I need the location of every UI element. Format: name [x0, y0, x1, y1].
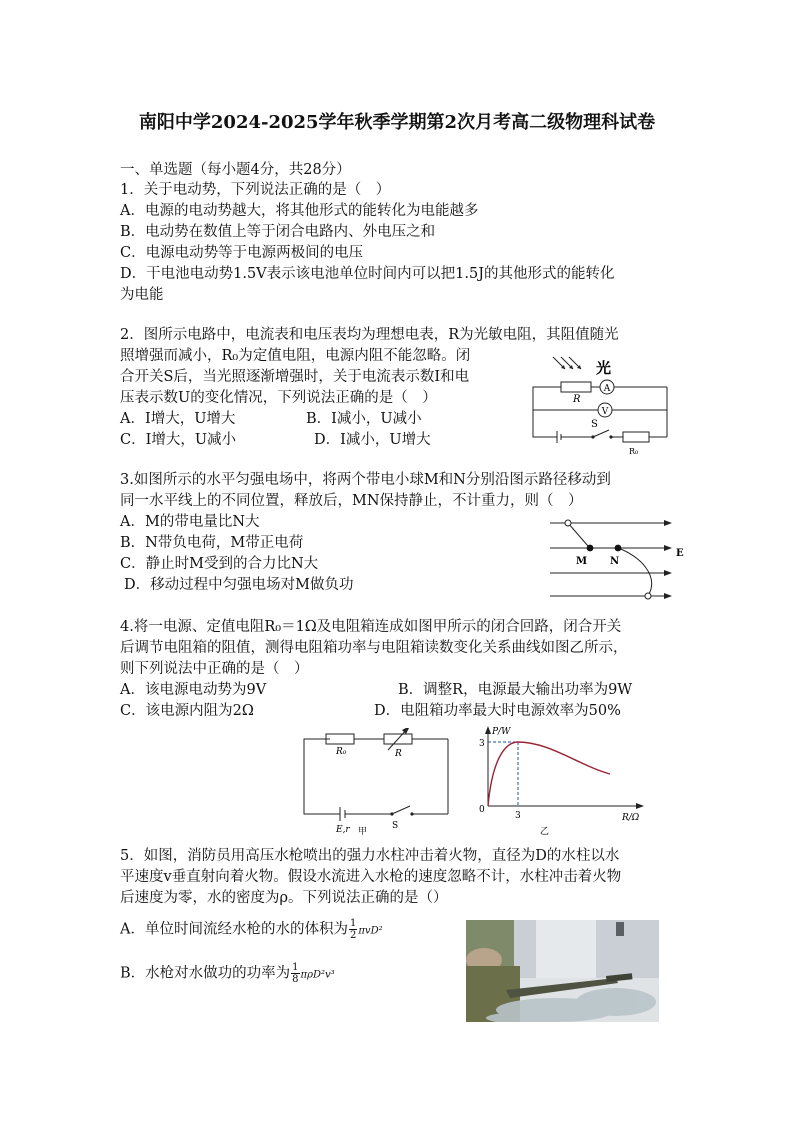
q2-resistor-r-label: R — [573, 394, 581, 405]
q3-e-label: E — [676, 548, 684, 559]
q4-origin: 0 — [479, 805, 485, 815]
q4-option-b: B．调整R，电源最大输出功率为9W — [398, 682, 633, 698]
q5-option-b — [120, 962, 335, 986]
q2-line-3: 合开关S后，当光照逐渐增强时，关于电流表示数I和电 — [120, 369, 470, 385]
q4-caption-jia: 甲 — [358, 827, 368, 836]
q3-option-c: C．静止时M受到的合力比N大 — [120, 556, 319, 572]
q5-line-2: 平速度v垂直射向着火物。假设水流进入水枪的速度忽略不计，水柱冲击着火物 — [120, 869, 622, 885]
q4-y-axis-label: P/W — [492, 727, 511, 737]
q4-er-label: E,r — [336, 825, 350, 835]
q5-line-3: 后速度为零，水的密度为ρ。下列说法正确的是（） — [120, 890, 448, 906]
q2-option-a: A．I增大，U增大 — [120, 411, 236, 427]
q2-r0-label: R₀ — [629, 447, 639, 455]
q2-option-c: C．I增大，U减小 — [120, 432, 237, 448]
q2-line-2: 照增强而减小，R₀为定值电阻，电源内阻不能忽略。闭 — [120, 348, 471, 364]
q5-line-1: 5．如图，消防员用高压水枪喷出的强力水柱冲击着火物，直径为D的水柱以水 — [120, 848, 620, 864]
q4-y-tick: 3 — [479, 739, 485, 749]
q4-r-label: R — [395, 749, 402, 759]
q3-n-label: N — [610, 556, 620, 567]
q1-option-b: B．电动势在数值上等于闭合电路内、外电压之和 — [120, 224, 436, 240]
q4-caption-yi: 乙 — [540, 827, 550, 837]
q4-r0-label: R₀ — [336, 747, 347, 757]
q4-line-3: 则下列说法中正确的是（ ） — [120, 661, 309, 677]
q2-option-b: B．I减小，U减小 — [306, 411, 422, 427]
q4-circuit-diagram-jia — [300, 728, 460, 836]
q1-option-a: A．电源的电动势越大，将其他形式的能转化为电能越多 — [120, 203, 479, 219]
q4-x-tick: 3 — [515, 811, 521, 821]
q2-line-1: 2．图所示电路中，电流表和电压表均为理想电表，R为光敏电阻，其阻值随光 — [120, 327, 619, 343]
q4-power-graph-yi — [470, 722, 650, 838]
q4-option-c: C．该电源内阻为2Ω — [120, 703, 254, 719]
q3-field-diagram — [548, 512, 688, 602]
firefighter-photo — [466, 920, 659, 1022]
q3-m-label: M — [576, 556, 588, 567]
q5-option-b-text: B．水枪对水做功的功率为 — [120, 965, 291, 982]
q4-power-curve — [488, 742, 610, 806]
q2-option-d: D．I减小，U增大 — [314, 432, 431, 448]
section-heading: 一、单选题（每小题4分，共28分） — [120, 162, 351, 178]
q3-line-2: 同一水平线上的不同位置，释放后，MN保持静止，不计重力，则（ ） — [120, 493, 583, 509]
q5-option-a-fraction: $\frac{1}{2}$ — [349, 918, 357, 941]
q2-voltmeter-label: V — [601, 407, 609, 417]
q4-option-d: D．电阻箱功率最大时电源效率为50% — [374, 703, 621, 719]
q2-light-label: 光 — [596, 359, 612, 377]
q3-line-1: 3.如图所示的水平匀强电场中，将两个带电小球M和N分别沿图示路径移动到 — [120, 472, 611, 488]
q5-option-a-expr: πvD² — [358, 925, 383, 937]
q4-x-axis-label: R/Ω — [622, 813, 640, 823]
q3-option-b: B．N带负电荷，M带正电荷 — [120, 535, 304, 551]
q3-option-a: A．M的带电量比N大 — [120, 514, 260, 530]
q2-line-4: 压表示数U的变化情况，下列说法正确的是（ ） — [120, 390, 437, 406]
q2-switch-label: S — [591, 419, 598, 430]
q5-option-a — [120, 918, 383, 942]
q4-option-a: A．该电源电动势为9V — [120, 682, 267, 698]
q5-option-b-expr: πρD²v³ — [300, 969, 335, 981]
q1-option-c: C．电源电动势等于电源两极间的电压 — [120, 245, 364, 261]
q4-line-1: 4.将一电源、定值电阻R₀＝1Ω及电阻箱连成如图甲所示的闭合回路，闭合开关 — [120, 619, 622, 635]
q4-s-label: S — [392, 821, 399, 831]
q5-option-a-text: A．单位时间流经水枪的水的体积为 — [120, 921, 348, 938]
q1-option-d-cont: 为电能 — [120, 287, 164, 303]
q1-stem: 1．关于电动势，下列说法正确的是（ ） — [120, 182, 391, 198]
q1-option-d: D．干电池电动势1.5V表示该电池单位时间内可以把1.5J的其他形式的能转化 — [120, 266, 615, 282]
q4-line-2: 后调节电阻箱的阻值，测得电阻箱功率与电阻箱读数变化关系曲线如图乙所示， — [120, 640, 628, 656]
q2-ammeter-label: A — [603, 384, 611, 394]
q5-option-b-fraction: $\frac{1}{8}$ — [292, 962, 299, 985]
q3-option-d: D．移动过程中匀强电场对M做负功 — [124, 577, 354, 593]
q2-circuit-diagram — [525, 355, 675, 455]
page-title: 南阳中学2024-2025学年秋季学期第2次月考高二级物理科试卷 — [138, 112, 656, 133]
